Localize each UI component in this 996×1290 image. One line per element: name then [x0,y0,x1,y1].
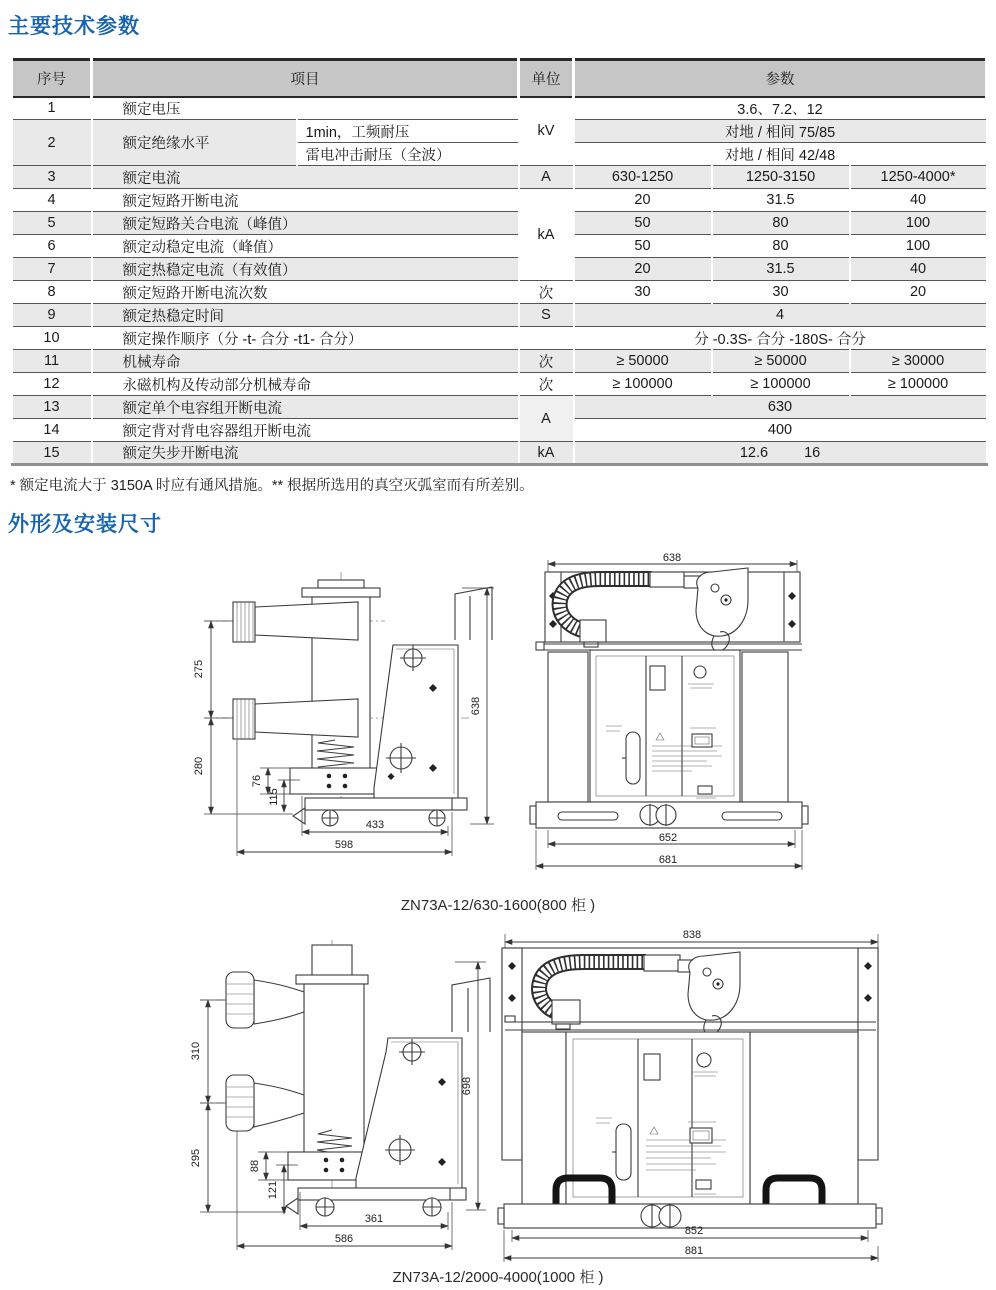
cell-unit: S [519,304,574,327]
cell-no: 1 [12,97,92,120]
cell-no: 9 [12,304,92,327]
cell-value: 3.6、7.2、12 [574,97,987,120]
dim-side800-275: 275 [193,659,205,679]
cell-item: 额定操作顺序（分 -t- 合分 -t1- 合分） [92,327,519,350]
col-header-no: 序号 [12,60,92,97]
cell-value: 40 [850,258,987,281]
table-row [12,120,987,143]
table-row [12,258,987,281]
dim-side1000-310: 310 [190,1041,202,1061]
cell-value: 4 [574,304,987,327]
cell-item: 额定背对背电容器组开断电流 [92,419,519,442]
cell-item: 额定单个电容组开断电流 [92,396,519,419]
table-row [12,327,987,350]
cell-value: 20 [574,189,712,212]
cell-value: 630 [574,396,987,419]
table-row [12,396,987,419]
cell-item: 机械寿命 [92,350,519,373]
table-row [12,212,987,235]
cell-no: 11 [12,350,92,373]
cell-value: 20 [574,258,712,281]
dim-side800-598: 598 [334,839,354,851]
parameters-table [10,58,988,466]
cell-item: 额定电流 [92,166,519,189]
side-view-1000 [190,940,490,1250]
dim-side800-76: 76 [251,774,263,788]
drawing-caption-1000: ZN73A-12/2000-4000(1000 柜 ) [392,1269,604,1286]
cell-no: 12 [12,373,92,396]
cell-value: 分 -0.3S- 合分 -180S- 合分 [574,327,987,350]
cell-no: 10 [12,327,92,350]
section-title-parameters: 主要技术参数 [8,15,140,38]
cell-unit: 次 [519,373,574,396]
side-view-800 [193,572,494,856]
table-row [12,304,987,327]
cell-value: 100 [850,212,987,235]
cell-value: 40 [850,189,987,212]
drawing-800-cabinet [0,552,996,892]
dim-side1000-88: 88 [249,1159,261,1173]
cell-value: ≥ 50000 [712,350,850,373]
cell-value: ≥ 50000 [574,350,712,373]
cell-unit: kV [519,97,574,166]
cell-item: 额定电压 [92,97,519,120]
cell-item: 额定热稳定电流（有效值） [92,258,519,281]
table-row [12,350,987,373]
cell-unit [519,327,574,350]
cell-unit: 次 [519,281,574,304]
cell-value: 50 [574,235,712,258]
cell-value: 对地 / 相间 75/85 [574,120,987,143]
cell-item: 额定热稳定时间 [92,304,519,327]
table-row [12,97,987,120]
dim-side1000-295: 295 [190,1148,202,1168]
cell-value: 400 [574,419,987,442]
dim-front1000-881: 881 [684,1245,704,1257]
front-view-800 [530,552,808,870]
drawing-caption-800: ZN73A-12/630-1600(800 柜 ) [400,897,596,914]
cell-no: 13 [12,396,92,419]
cell-item: 额定绝缘水平 [92,120,297,166]
cell-no: 3 [12,166,92,189]
cell-no: 4 [12,189,92,212]
table-row [12,166,987,189]
cell-unit: kA [519,189,574,281]
cell-item: 额定动稳定电流（峰值） [92,235,519,258]
front-view-1000 [498,929,882,1262]
section-title-dimensions: 外形及安装尺寸 [8,513,162,536]
cell-value: 20 [850,281,987,304]
cell-subitem: 1min，工频耐压 [297,120,519,143]
cell-unit: A [519,166,574,189]
cell-value [574,442,987,465]
table-row [12,373,987,396]
cell-no: 15 [12,442,92,465]
cell-value: 80 [712,212,850,235]
cell-value: 31.5 [712,189,850,212]
cell-unit: A [519,396,574,442]
table-row [12,235,987,258]
value-part: 12.6 [739,444,769,461]
dim-side1000-361: 361 [364,1213,384,1225]
cell-item: 额定短路开断电流次数 [92,281,519,304]
dim-side800-280: 280 [193,756,205,776]
table-row [12,189,987,212]
cell-no: 2 [12,120,92,166]
cell-value: 50 [574,212,712,235]
dim-side800-433: 433 [365,819,385,831]
cell-value: 1250-4000* [850,166,987,189]
cell-no: 5 [12,212,92,235]
cell-subitem: 雷电冲击耐压（全波） [297,143,519,166]
dim-side1000-698: 698 [461,1076,473,1096]
cell-item: 额定失步开断电流 [92,442,519,465]
cell-value: ≥ 100000 [712,373,850,396]
cell-value: 对地 / 相间 42/48 [574,143,987,166]
cell-no: 14 [12,419,92,442]
cell-value: 1250-3150 [712,166,850,189]
cell-value: 30 [712,281,850,304]
dim-side1000-586: 586 [334,1233,354,1245]
cell-no: 8 [12,281,92,304]
cell-item: 额定短路开断电流 [92,189,519,212]
dim-front800-681: 681 [658,854,678,866]
col-header-item: 项目 [92,60,519,97]
cell-value: ≥ 30000 [850,350,987,373]
cell-value: ≥ 100000 [574,373,712,396]
cell-item: 额定短路关合电流（峰值） [92,212,519,235]
dim-front1000-852: 852 [684,1225,704,1237]
dim-front1000-838: 838 [682,929,702,941]
drawing-1000-cabinet [0,925,996,1265]
dim-front800-652: 652 [658,832,678,844]
cell-no: 6 [12,235,92,258]
cell-value: 31.5 [712,258,850,281]
dim-side800-638: 638 [470,696,482,716]
cell-unit: kA [519,442,574,465]
dim-front800-638: 638 [662,552,682,564]
col-header-unit: 单位 [519,60,574,97]
table-row [12,281,987,304]
cell-no: 7 [12,258,92,281]
cell-value: 30 [574,281,712,304]
value-part: 16 [804,444,821,461]
table-footnote: * 额定电流大于 3150A 时应有通风措施。** 根据所选用的真空灭弧室而有所差别。 [10,478,534,494]
cell-unit: 次 [519,350,574,373]
cell-item: 永磁机构及传动部分机械寿命 [92,373,519,396]
cell-value: 80 [712,235,850,258]
table-row [12,442,987,465]
col-header-param: 参数 [574,60,987,97]
cell-value: 100 [850,235,987,258]
table-header-row [12,60,987,97]
dim-side800-115: 115 [268,788,280,806]
cell-value: 630-1250 [574,166,712,189]
dim-side1000-121: 121 [267,1180,279,1200]
table-row [12,419,987,442]
cell-value: ≥ 100000 [850,373,987,396]
